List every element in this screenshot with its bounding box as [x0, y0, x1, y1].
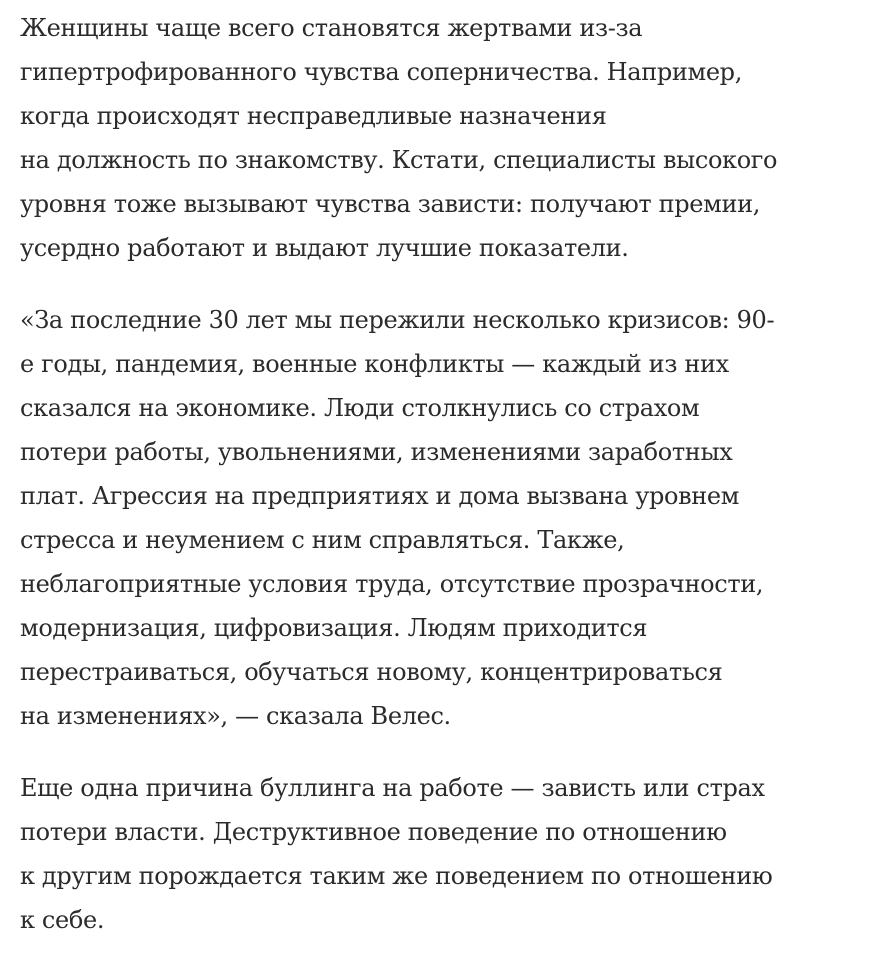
paragraph-rivalry	[20, 6, 870, 270]
text-line: сказался на экономике. Люди столкнулись со страхом	[20, 394, 700, 422]
text-line: Еще одна причина буллинга на работе — зависть или страх	[20, 774, 765, 802]
paragraph-quote	[20, 298, 870, 738]
text-line: гипертрофированного чувства соперничества. Например,	[20, 58, 742, 86]
text-line: стресса и неумением с ним справляться. Также,	[20, 526, 625, 554]
text-line: усердно работают и выдают лучшие показатели.	[20, 234, 629, 262]
text-line: к другим порождается таким же поведением по отношению	[20, 862, 773, 890]
text-line: когда происходят несправедливые назначения	[20, 102, 607, 130]
text-line: модернизация, цифровизация. Людям приходится	[20, 614, 648, 642]
text-line: е годы, пандемия, военные конфликты — каждый из них	[20, 350, 729, 378]
text-line: потери власти. Деструктивное поведение по отношению	[20, 818, 727, 846]
text-line: «За последние 30 лет мы пережили несколько кризисов: 90-	[20, 306, 775, 334]
text-line: на должность по знакомству. Кстати, специалисты высокого	[20, 146, 778, 174]
paragraph-bullying-cause	[20, 766, 870, 942]
text-line: перестраиваться, обучаться новому, концентрироваться	[20, 658, 723, 686]
text-line: плат. Агрессия на предприятиях и дома вызвана уровнем	[20, 482, 740, 510]
text-line: на изменениях», — сказала Велес.	[20, 702, 451, 730]
text-line: неблагоприятные условия труда, отсутствие прозрачности,	[20, 570, 764, 598]
text-line: уровня тоже вызывают чувства зависти: получают премии,	[20, 190, 761, 218]
text-line: к себе.	[20, 906, 105, 934]
text-line: Женщины чаще всего становятся жертвами из-за	[20, 14, 643, 42]
text-line: потери работы, увольнениями, изменениями заработных	[20, 438, 733, 466]
